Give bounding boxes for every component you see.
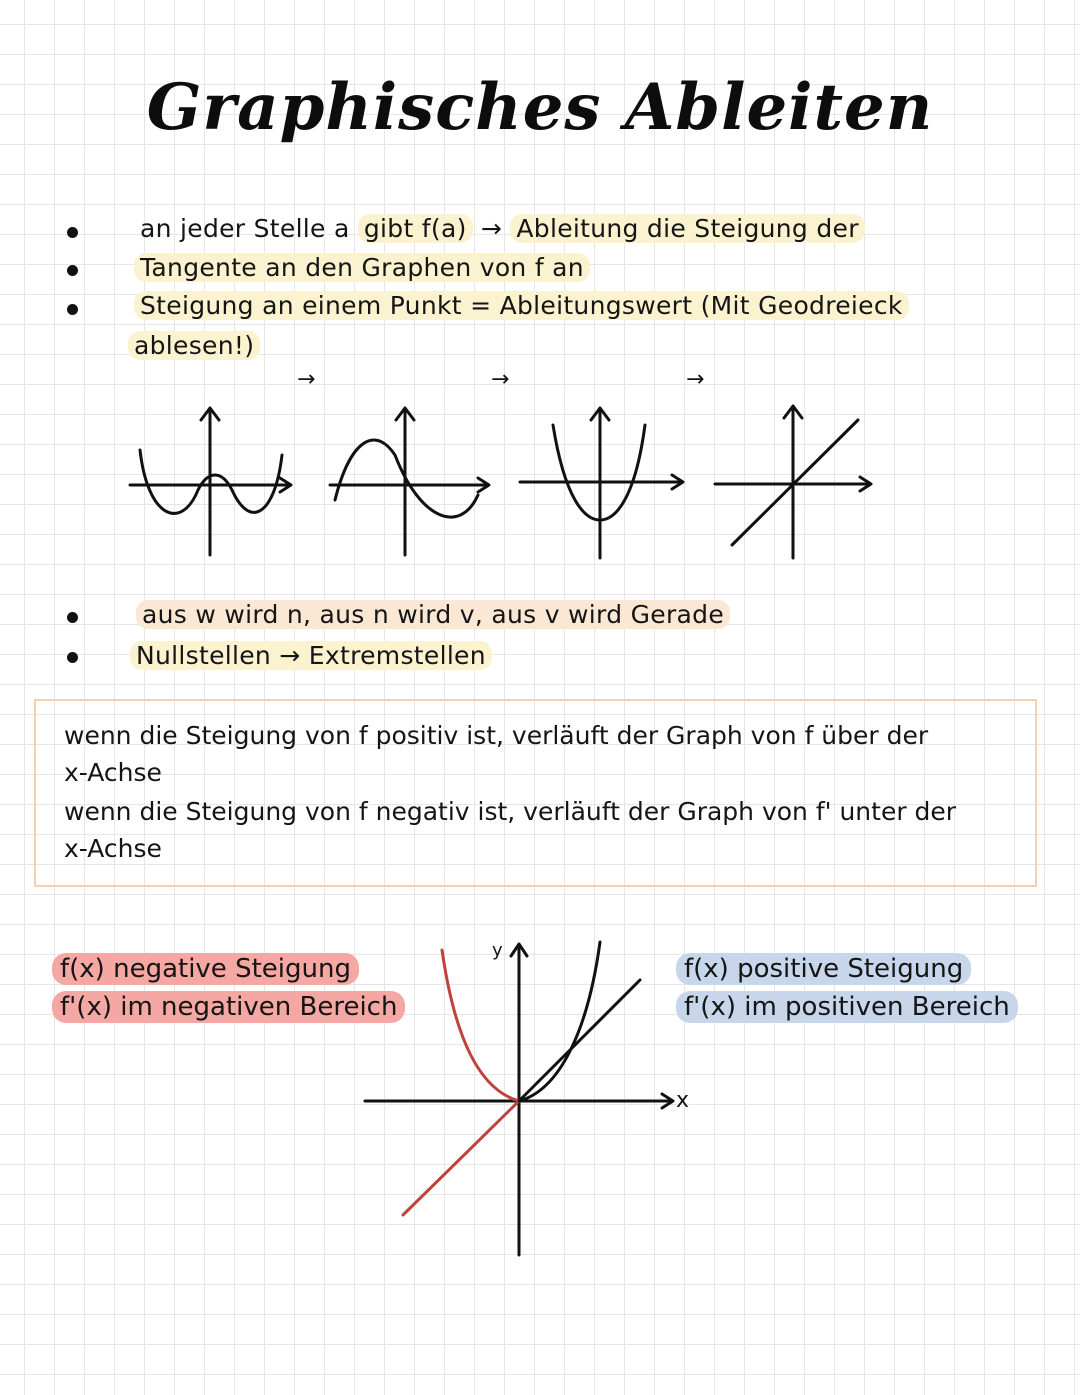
bullet-1-part1: an jeder Stelle a <box>140 214 350 243</box>
bullet-2-text: Tangente an den Graphen von f an <box>134 253 590 282</box>
bullet-3-line1: Steigung an einem Punkt = Ableitungswert (Mit Geodreieck <box>134 291 909 320</box>
rule-1-text: aus w wird n, aus n wird v, aus v wird Gerade <box>136 600 730 629</box>
graph-arrow-3: → <box>686 367 705 392</box>
positive-slope-label: f(x) positive Steigung <box>676 953 971 985</box>
graph-arrow-1: → <box>297 367 316 392</box>
bullet-3-line2: ablesen!) <box>128 331 260 360</box>
bullet-1-part3: Ableitung die Steigung der <box>510 214 864 243</box>
box-line-3: wenn die Steigung von f negativ ist, verläuft der Graph von f' unter der <box>64 797 957 826</box>
y-axis-label: y <box>492 940 503 961</box>
page-title: Graphisches Ableiten <box>146 70 934 145</box>
negative-slope-label: f(x) negative Steigung <box>52 953 359 985</box>
parabola-left-half <box>442 950 519 1101</box>
derivative-line-negative <box>403 1101 519 1215</box>
box-line-2: x-Achse <box>64 758 162 787</box>
arrow-icon: → <box>480 214 503 243</box>
parabola-right-half <box>519 942 600 1101</box>
positive-range-label: f'(x) im positiven Bereich <box>676 991 1018 1023</box>
graph-arrow-2: → <box>491 367 510 392</box>
box-line-1: wenn die Steigung von f positiv ist, verläuft der Graph von f über der <box>64 721 929 750</box>
x-axis-label: x <box>676 1088 690 1113</box>
rule-2-text: Nullstellen → Extremstellen <box>130 641 492 670</box>
negative-range-label: f'(x) im negativen Bereich <box>52 991 405 1023</box>
box-line-4: x-Achse <box>64 834 162 863</box>
bullet-1-part2: gibt f(a) <box>358 214 473 243</box>
derivative-line-positive <box>519 980 640 1101</box>
